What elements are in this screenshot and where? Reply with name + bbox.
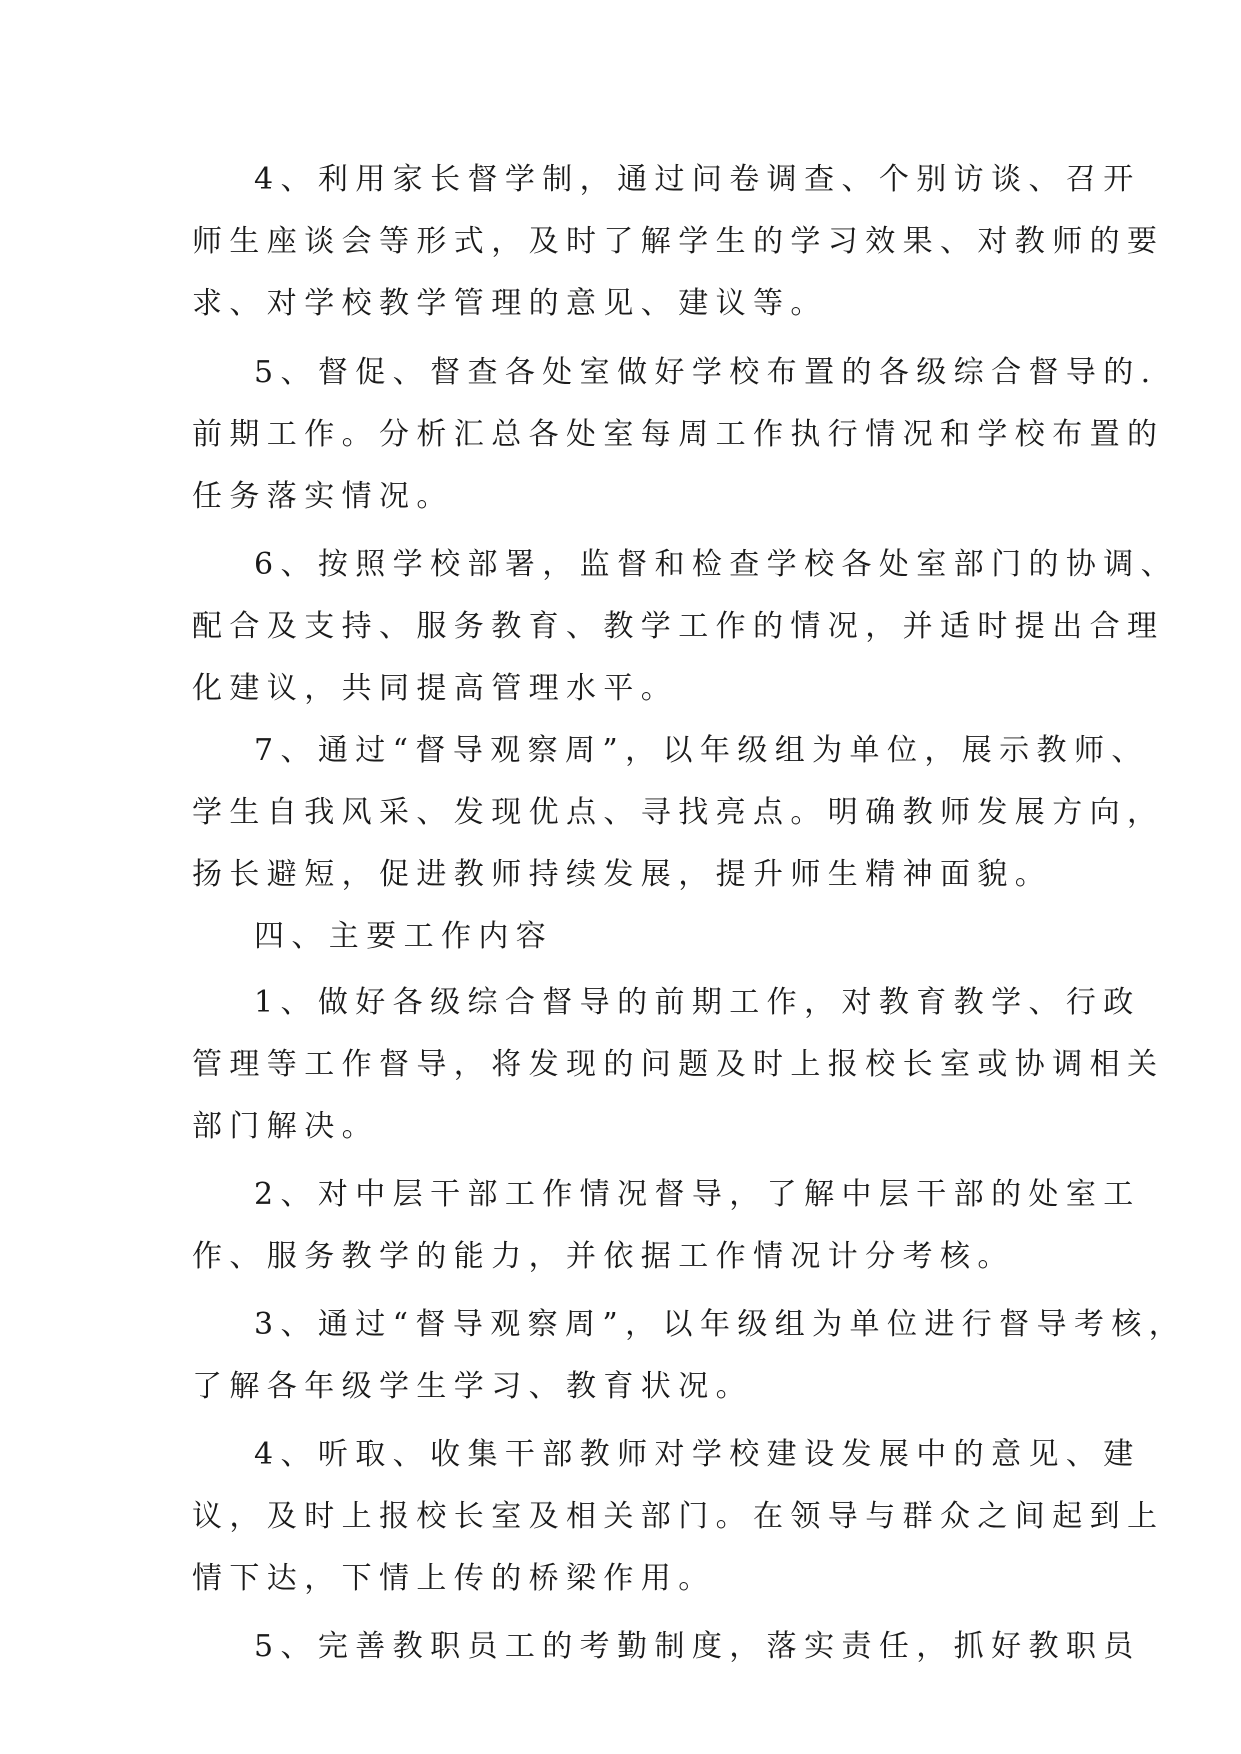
text-line-1: 4、利用家长督学制，通过问卷调查、个别访谈、召开 bbox=[254, 162, 1141, 197]
text-line-4: 5、督促、督查各处室做好学校布置的各级综合督导的. bbox=[254, 355, 1158, 390]
text-line-23: 情下达，下情上传的桥梁作用。 bbox=[192, 1561, 716, 1596]
text-line-11: 学生自我风采、发现优点、寻找亮点。明确教师发展方向， bbox=[192, 795, 1165, 830]
text-line-2: 师生座谈会等形式，及时了解学生的学习效果、对教师的要 bbox=[192, 224, 1165, 259]
text-line-14: 1、做好各级综合督导的前期工作，对教育教学、行政 bbox=[254, 985, 1141, 1020]
text-line-20: 了解各年级学生学习、教育状况。 bbox=[192, 1369, 753, 1404]
text-line-22: 议，及时上报校长室及相关部门。在领导与群众之间起到上 bbox=[192, 1499, 1165, 1534]
text-line-16: 部门解决。 bbox=[192, 1109, 379, 1144]
text-line-12: 扬长避短，促进教师持续发展，提升师生精神面貌。 bbox=[192, 857, 1053, 892]
text-line-9: 化建议，共同提高管理水平。 bbox=[192, 671, 679, 706]
section-heading: 四、主要工作内容 bbox=[254, 919, 554, 954]
text-line-18: 作、服务教学的能力，并依据工作情况计分考核。 bbox=[192, 1239, 1015, 1274]
text-line-21: 4、听取、收集干部教师对学校建设发展中的意见、建 bbox=[254, 1437, 1141, 1472]
text-line-24: 5、完善教职员工的考勤制度，落实责任，抓好教职员 bbox=[254, 1629, 1141, 1664]
text-line-7: 6、按照学校部署，监督和检查学校各处室部门的协调、 bbox=[254, 547, 1179, 582]
text-line-15: 管理等工作督导，将发现的问题及时上报校长室或协调相关 bbox=[192, 1047, 1165, 1082]
text-line-17: 2、对中层干部工作情况督导，了解中层干部的处室工 bbox=[254, 1177, 1141, 1212]
text-line-5: 前期工作。分析汇总各处室每周工作执行情况和学校布置的 bbox=[192, 417, 1165, 452]
text-line-6: 任务落实情况。 bbox=[192, 479, 454, 514]
text-line-8: 配合及支持、服务教育、教学工作的情况，并适时提出合理 bbox=[192, 609, 1165, 644]
text-line-19: 3、通过“督导观察周”，以年级组为单位进行督导考核， bbox=[254, 1307, 1187, 1342]
text-line-10: 7、通过“督导观察周”，以年级组为单位，展示教师、 bbox=[254, 733, 1149, 768]
text-line-3: 求、对学校教学管理的意见、建议等。 bbox=[192, 286, 828, 321]
